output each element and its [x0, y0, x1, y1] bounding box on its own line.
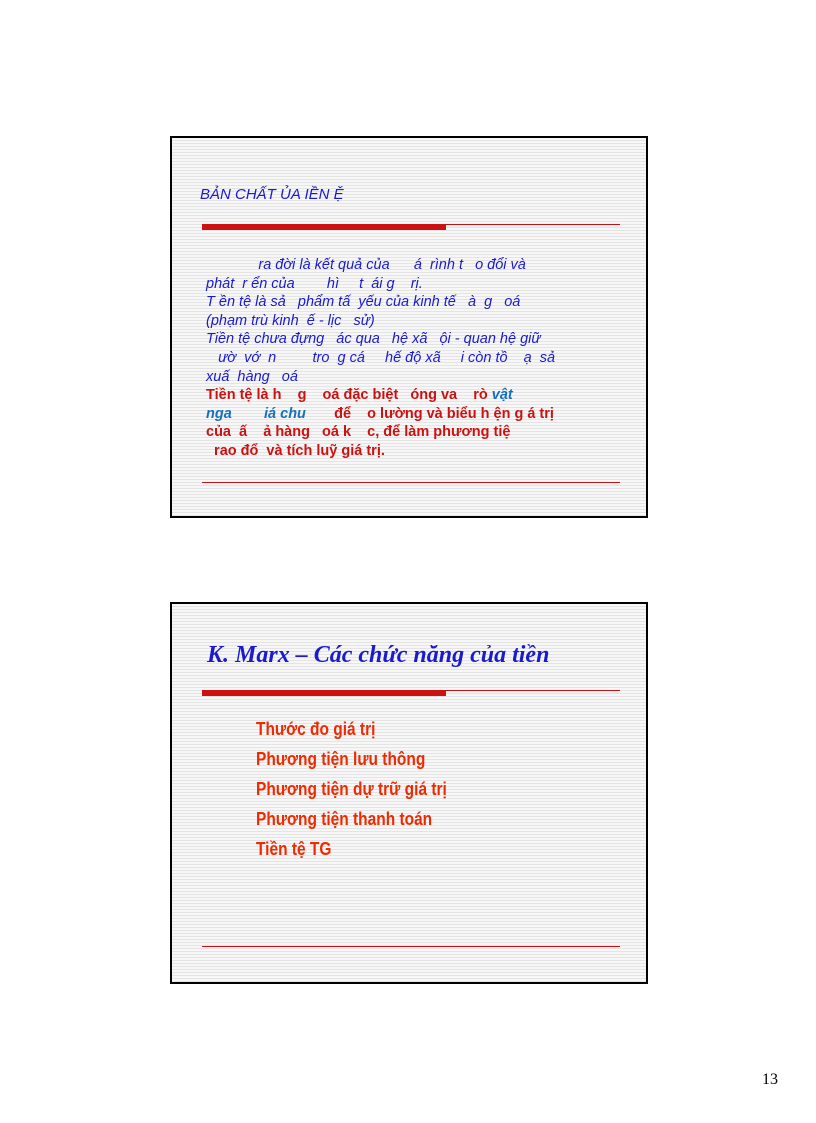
- bottom-rule: [202, 946, 620, 947]
- body-text-segment: phát r ển của hì t ái g rị.: [206, 275, 423, 292]
- body-line: [206, 312, 626, 331]
- body-text-segment: T ền tệ là sả phẩm tấ yếu của kinh tế à g oá: [206, 294, 521, 311]
- slide-title: K. Marx – Các chức năng của tiền: [207, 642, 550, 668]
- body-text-segment: Tiền tệ chưa đựng ác qua hệ xã ội - quan hệ giữ: [206, 331, 541, 348]
- function-list: [256, 714, 447, 864]
- list-item: Phương tiện dự trữ giá trị: [256, 779, 447, 799]
- body-text-segment: nga iá chu: [206, 405, 306, 422]
- body-text-segment: để o lường và biểu h ện g á trị: [305, 405, 554, 422]
- body-text-segment: rao đổ và tích luỹ giá trị.: [206, 442, 385, 459]
- body-text-segment: ườ vớ n tro g cá hế độ xã i còn tồ ạ sả: [206, 349, 556, 366]
- title-underline-thin: [446, 224, 620, 225]
- list-item: Tiền tệ TG: [256, 839, 332, 859]
- body-text-segment: ra đời là kết quả của á rình t o đổi và: [206, 257, 526, 273]
- slide-ban-chat-tien-te: [170, 136, 648, 518]
- body-line: [206, 386, 626, 405]
- list-item: Thước đo giá trị: [256, 719, 376, 739]
- body-text-segment: Tiền tệ là h g oá đặc biệt óng va rò: [206, 387, 492, 404]
- body-line: [206, 349, 626, 368]
- body-line: [206, 330, 626, 349]
- title-underline-thin: [446, 690, 620, 691]
- slide-body-text: [206, 256, 626, 461]
- body-line: [206, 293, 626, 312]
- body-line: [206, 275, 626, 294]
- body-line: [206, 405, 626, 424]
- body-text-segment: của ấ ả hàng oá k c, để làm phương tiệ: [206, 424, 511, 441]
- body-line: [206, 442, 626, 461]
- bottom-rule: [202, 482, 620, 483]
- body-line: [206, 256, 626, 275]
- body-line: [206, 368, 626, 387]
- body-text-segment: (phạm trù kinh ế - lịc sử): [206, 312, 375, 329]
- page-number: 13: [762, 1071, 778, 1088]
- list-item: Phương tiện lưu thông: [256, 749, 426, 769]
- body-line: [206, 423, 626, 442]
- slide-marx-chuc-nang: [170, 602, 648, 984]
- slide-title: BẢN CHẤT ỦA IỀN Ệ: [200, 186, 344, 203]
- body-text-segment: vật: [491, 387, 513, 404]
- title-underline-thick: [202, 690, 446, 696]
- list-item: Phương tiện thanh toán: [256, 809, 433, 829]
- body-text-segment: xuấ hàng oá: [206, 368, 298, 385]
- title-underline-thick: [202, 224, 446, 230]
